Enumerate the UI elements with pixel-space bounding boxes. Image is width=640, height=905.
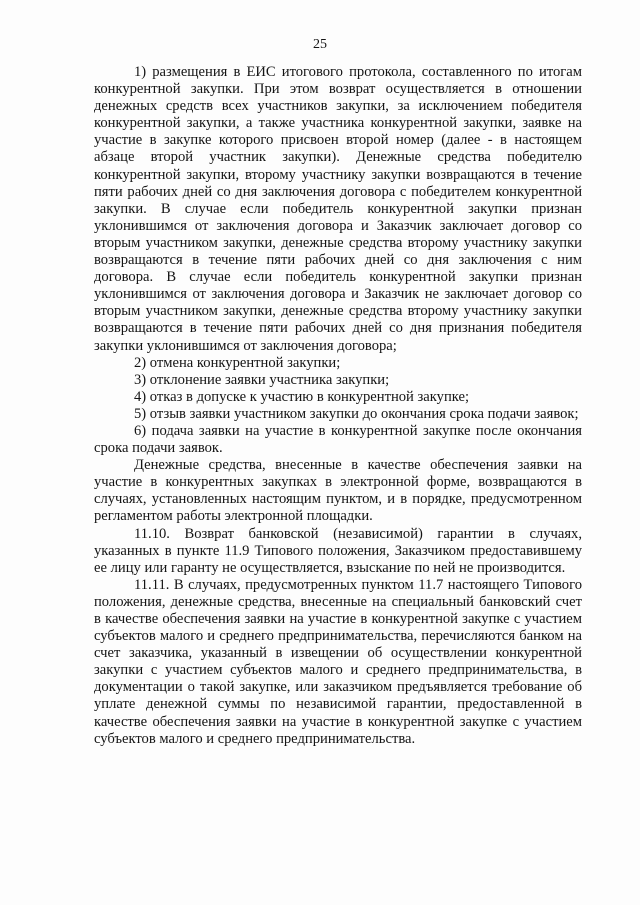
paragraph-item-5: 5) отзыв заявки участником закупки до окончания срока подачи заявок; (134, 405, 579, 422)
paragraph-item-3: 3) отклонение заявки участника закупки; (134, 371, 390, 388)
paragraph-item-1: 1) размещения в ЕИС итогового протокола, составленного по итогам конкурентной закупки. При этом возврат осуществляется в отношении денежных средств всех участников закупки, за исключением победителя конкурентной закупки, а также участника конкурентной закупки, заявке на участие в закупке которого присвоен второй номер (далее - в настоящем абзаце второй участник закупки). Денежные средства победителю конкурентной закупки, второму участнику закупки возвращаются в течение пяти рабочих дней со дня заключения договора с победителем конкурентной закупки. В случае если победитель конкурентной закупки признан уклонившимся от заключения договора и Заказчик заключает договор со вторым участником закупки, денежные средства второму участнику закупки возвращаются в течение пяти рабочих дней со дня заключения с ним договора. В случае если победитель конкурентной закупки признан уклонившимся от заключения договора и Заказчик не заключает договор со вторым участником закупки, денежные средства второму участнику закупки возвращаются в течение пяти рабочих дней со дня признания победителя закупки уклонившимся от заключения договора; (94, 64, 582, 354)
paragraph-item-4: 4) отказ в допуске к участию в конкурентной закупке; (134, 388, 470, 405)
document-body (94, 64, 582, 748)
paragraph-11-10: 11.10. Возврат банковской (независимой) гарантии в случаях, указанных в пункте 11.9 Типового положения, Заказчиком предоставившему ее лицу или гаранту не осуществляется, взыскание по ней не производится. (94, 525, 582, 576)
paragraph-item-2: 2) отмена конкурентной закупки; (134, 354, 341, 371)
paragraph-item-6: 6) подача заявки на участие в конкурентной закупке после окончания срока подачи заявок. (94, 422, 582, 457)
paragraph-deposit-return: Денежные средства, внесенные в качестве обеспечения заявки на участие в конкурентных закупках в электронной форме, возвращаются в случаях, установленных настоящим пунктом, и в порядке, предусмотренном регламентом работы электронной площадки. (94, 457, 582, 525)
paragraph-11-11: 11.11. В случаях, предусмотренных пунктом 11.7 настоящего Типового положения, денежные средства, внесенные на специальный банковский счет в качестве обеспечения заявки на участие в конкурентной закупке с участием субъектов малого и среднего предпринимательства, перечисляются банком на счет заказчика, указанный в извещении об осуществлении конкурентной закупки с участием субъектов малого и среднего предпринимательства, в документации о такой закупке, или заказчиком предъявляется требование об уплате денежной суммы по независимой гарантии, предоставленной в качестве обеспечения заявки на участие в конкурентной закупке с участием субъектов малого и среднего предпринимательства. (94, 576, 582, 747)
page-number: 25 (313, 37, 327, 52)
